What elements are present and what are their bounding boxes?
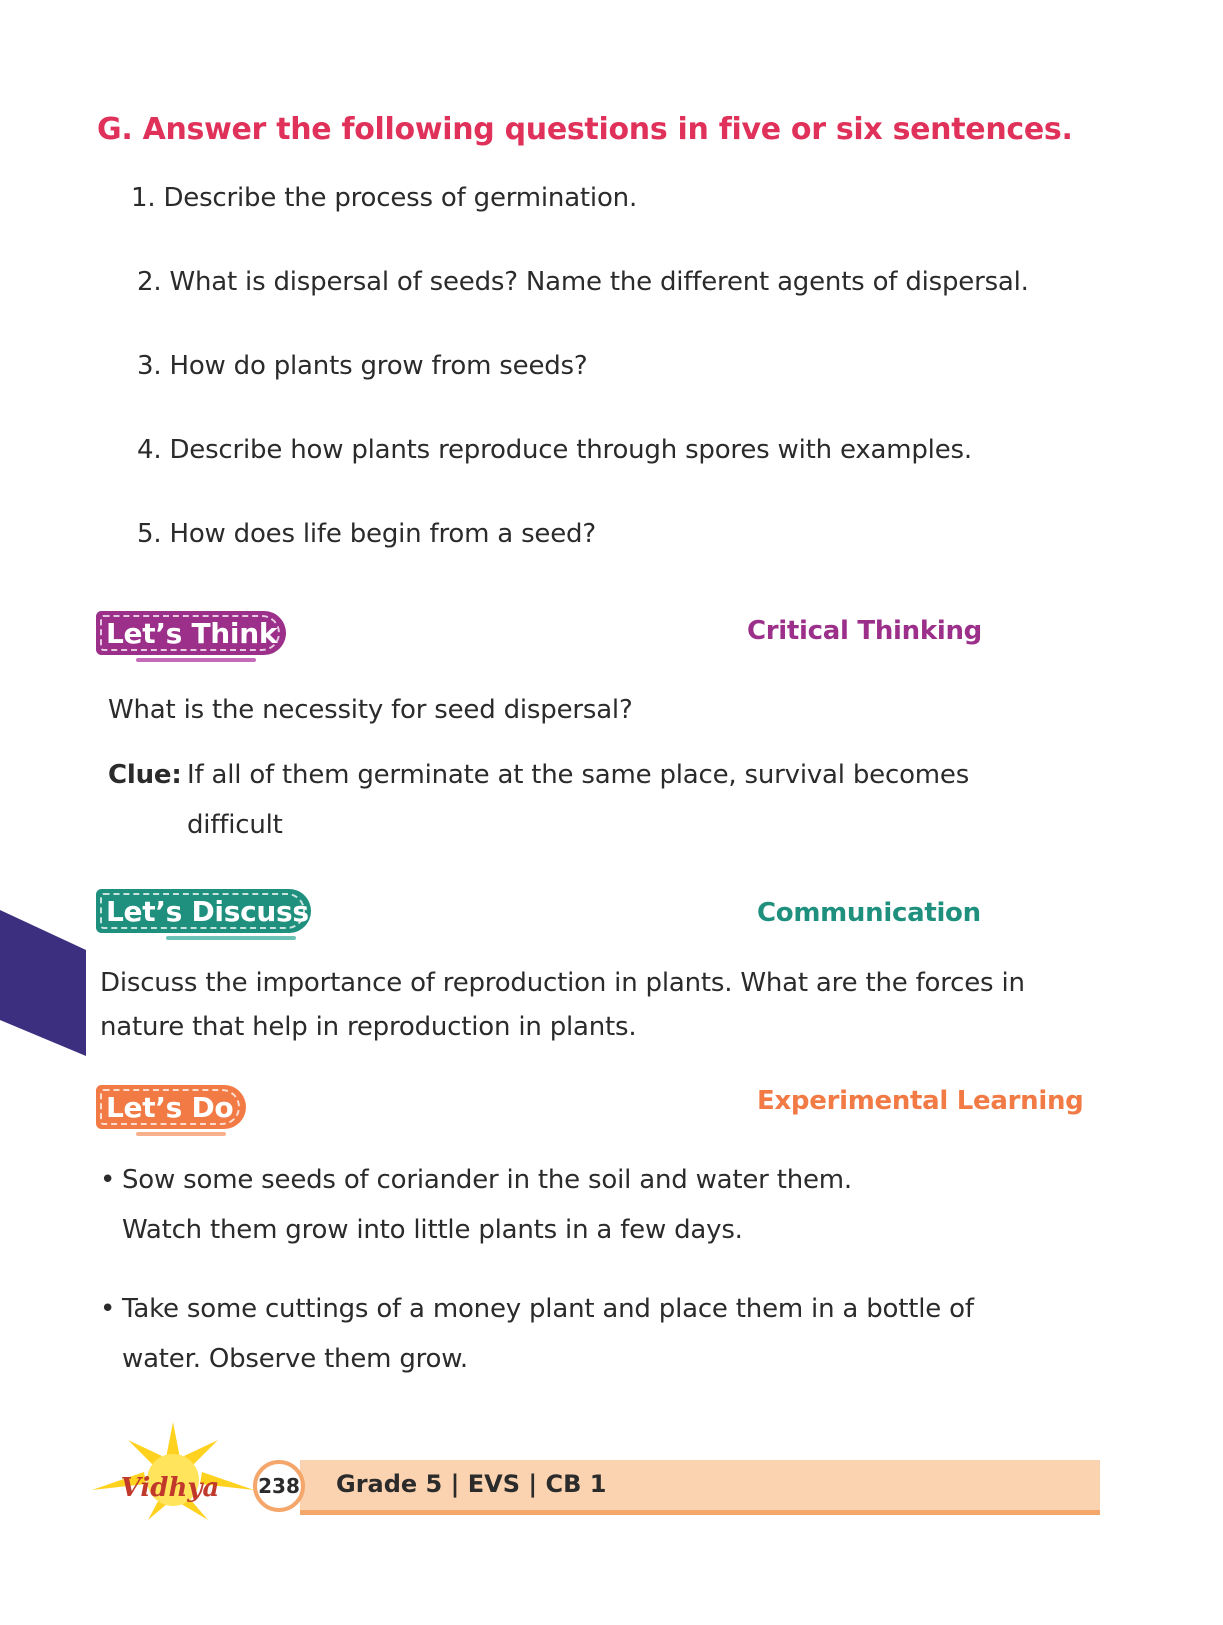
bullet-1-dot: • [100,1165,116,1195]
question-1: 1. Describe the process of germination. [131,183,638,213]
communication-label: Communication [757,898,981,928]
page-number: 238 [253,1460,305,1512]
bullet-2-line-2: water. Observe them grow. [122,1344,469,1374]
question-5: 5. How does life begin from a seed? [137,519,596,549]
clue-label: Clue: [108,760,182,790]
vidhya-logo-sun-icon [88,1420,258,1530]
question-4: 4. Describe how plants reproduce through spores with examples. [137,435,972,465]
bullet-2-line-1: Take some cuttings of a money plant and place them in a bottle of [122,1294,974,1324]
bullet-1-line-2: Watch them grow into little plants in a few days. [122,1215,743,1245]
clue-line-2: difficult [187,810,283,840]
bullet-2-dot: • [100,1294,116,1324]
lets-do-label: Let’s Do [106,1090,234,1124]
lets-think-label: Let’s Think [106,616,278,650]
lets-discuss-label: Let’s Discuss [106,894,309,928]
experimental-learning-label: Experimental Learning [757,1086,1084,1116]
discuss-line-2: nature that help in reproduction in plants. [100,1012,637,1042]
discuss-line-1: Discuss the importance of reproduction in plants. What are the forces in [100,968,1025,998]
critical-thinking-label: Critical Thinking [747,616,982,646]
lets-discuss-badge [96,889,311,933]
question-2: 2. What is dispersal of seeds? Name the different agents of dispersal. [137,267,1029,297]
side-tab-decoration [0,910,90,1060]
section-g-heading: G. Answer the following questions in five or six sentences. [97,112,1073,147]
clue-line-1: If all of them germinate at the same place, survival becomes [187,760,970,790]
vidhya-logo-text: Vidhya [120,1473,220,1503]
lets-think-badge [96,611,286,655]
question-3: 3. How do plants grow from seeds? [137,351,588,381]
bullet-1-line-1: Sow some seeds of coriander in the soil and water them. [122,1165,852,1195]
footer-label: Grade 5 | EVS | CB 1 [336,1470,607,1498]
think-question: What is the necessity for seed dispersal? [108,695,633,725]
lets-do-badge [96,1085,246,1129]
